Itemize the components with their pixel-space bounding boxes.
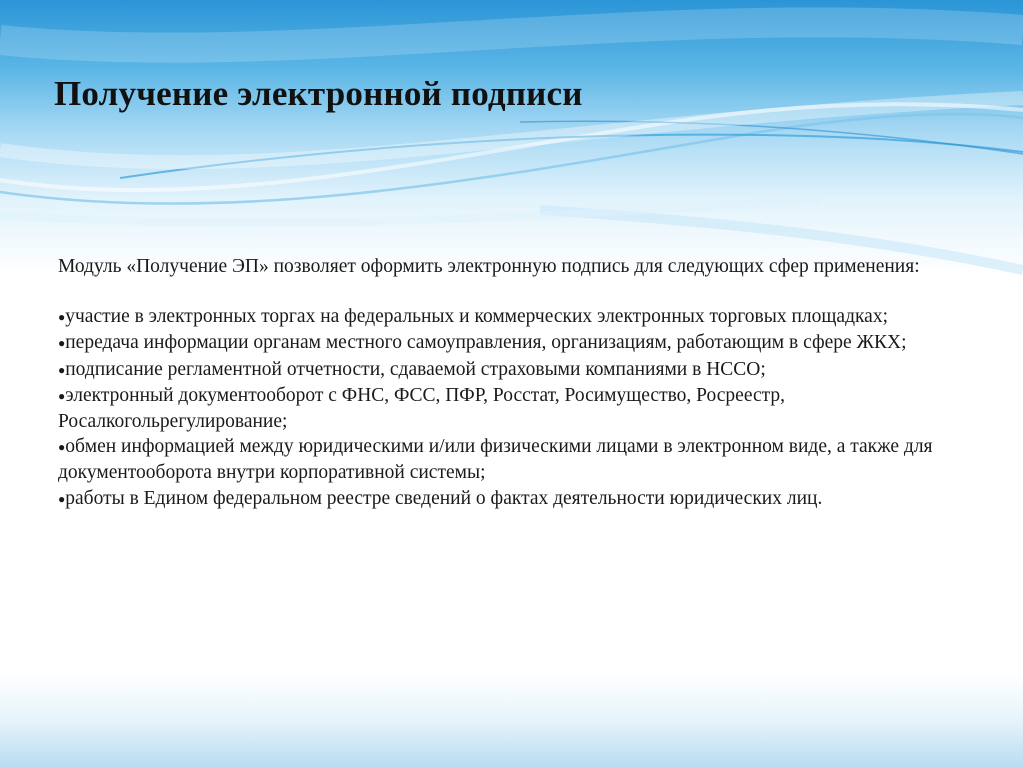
bullet-icon: ● xyxy=(58,491,66,506)
list-item-text: подписание регламентной отчетности, сдаваемой страховыми компаниями в НССО; xyxy=(65,358,766,380)
bullet-list xyxy=(58,304,970,512)
bullet-icon: ● xyxy=(58,388,66,403)
slide-body xyxy=(58,254,970,512)
bullet-icon: ● xyxy=(58,310,66,325)
slide-title: Получение электронной подписи xyxy=(54,74,583,113)
bullet-icon: ● xyxy=(58,440,66,455)
list-item xyxy=(58,383,970,434)
list-item-text: обмен информацией между юридическими и/или физическими лицами в электронном виде, а также для документооборота внутри корпоративной системы; xyxy=(58,436,933,484)
bullet-icon: ● xyxy=(58,336,66,351)
list-item-text: электронный документооборот с ФНС, ФСС, ПФР, Росстат, Росимущество, Росреестр, Росалкогольрегулирование; xyxy=(58,384,786,433)
list-item-text: передача информации органам местного самоуправления, организациям, работающим в сфере ЖКХ; xyxy=(65,332,907,354)
intro-text: Модуль «Получение ЭП» позволяет оформить электронную подпись для следующих сфер применения: xyxy=(58,256,920,277)
list-item-text: участие в электронных торгах на федеральных и коммерческих электронных торговых площадках; xyxy=(65,306,889,328)
list-item xyxy=(58,357,970,383)
bullet-icon: ● xyxy=(58,362,66,377)
list-item xyxy=(58,434,970,485)
list-item xyxy=(58,486,970,512)
list-item xyxy=(58,330,970,356)
list-item-text: работы в Едином федеральном реестре сведений о фактах деятельности юридических лиц. xyxy=(65,487,823,509)
list-item xyxy=(58,304,970,330)
